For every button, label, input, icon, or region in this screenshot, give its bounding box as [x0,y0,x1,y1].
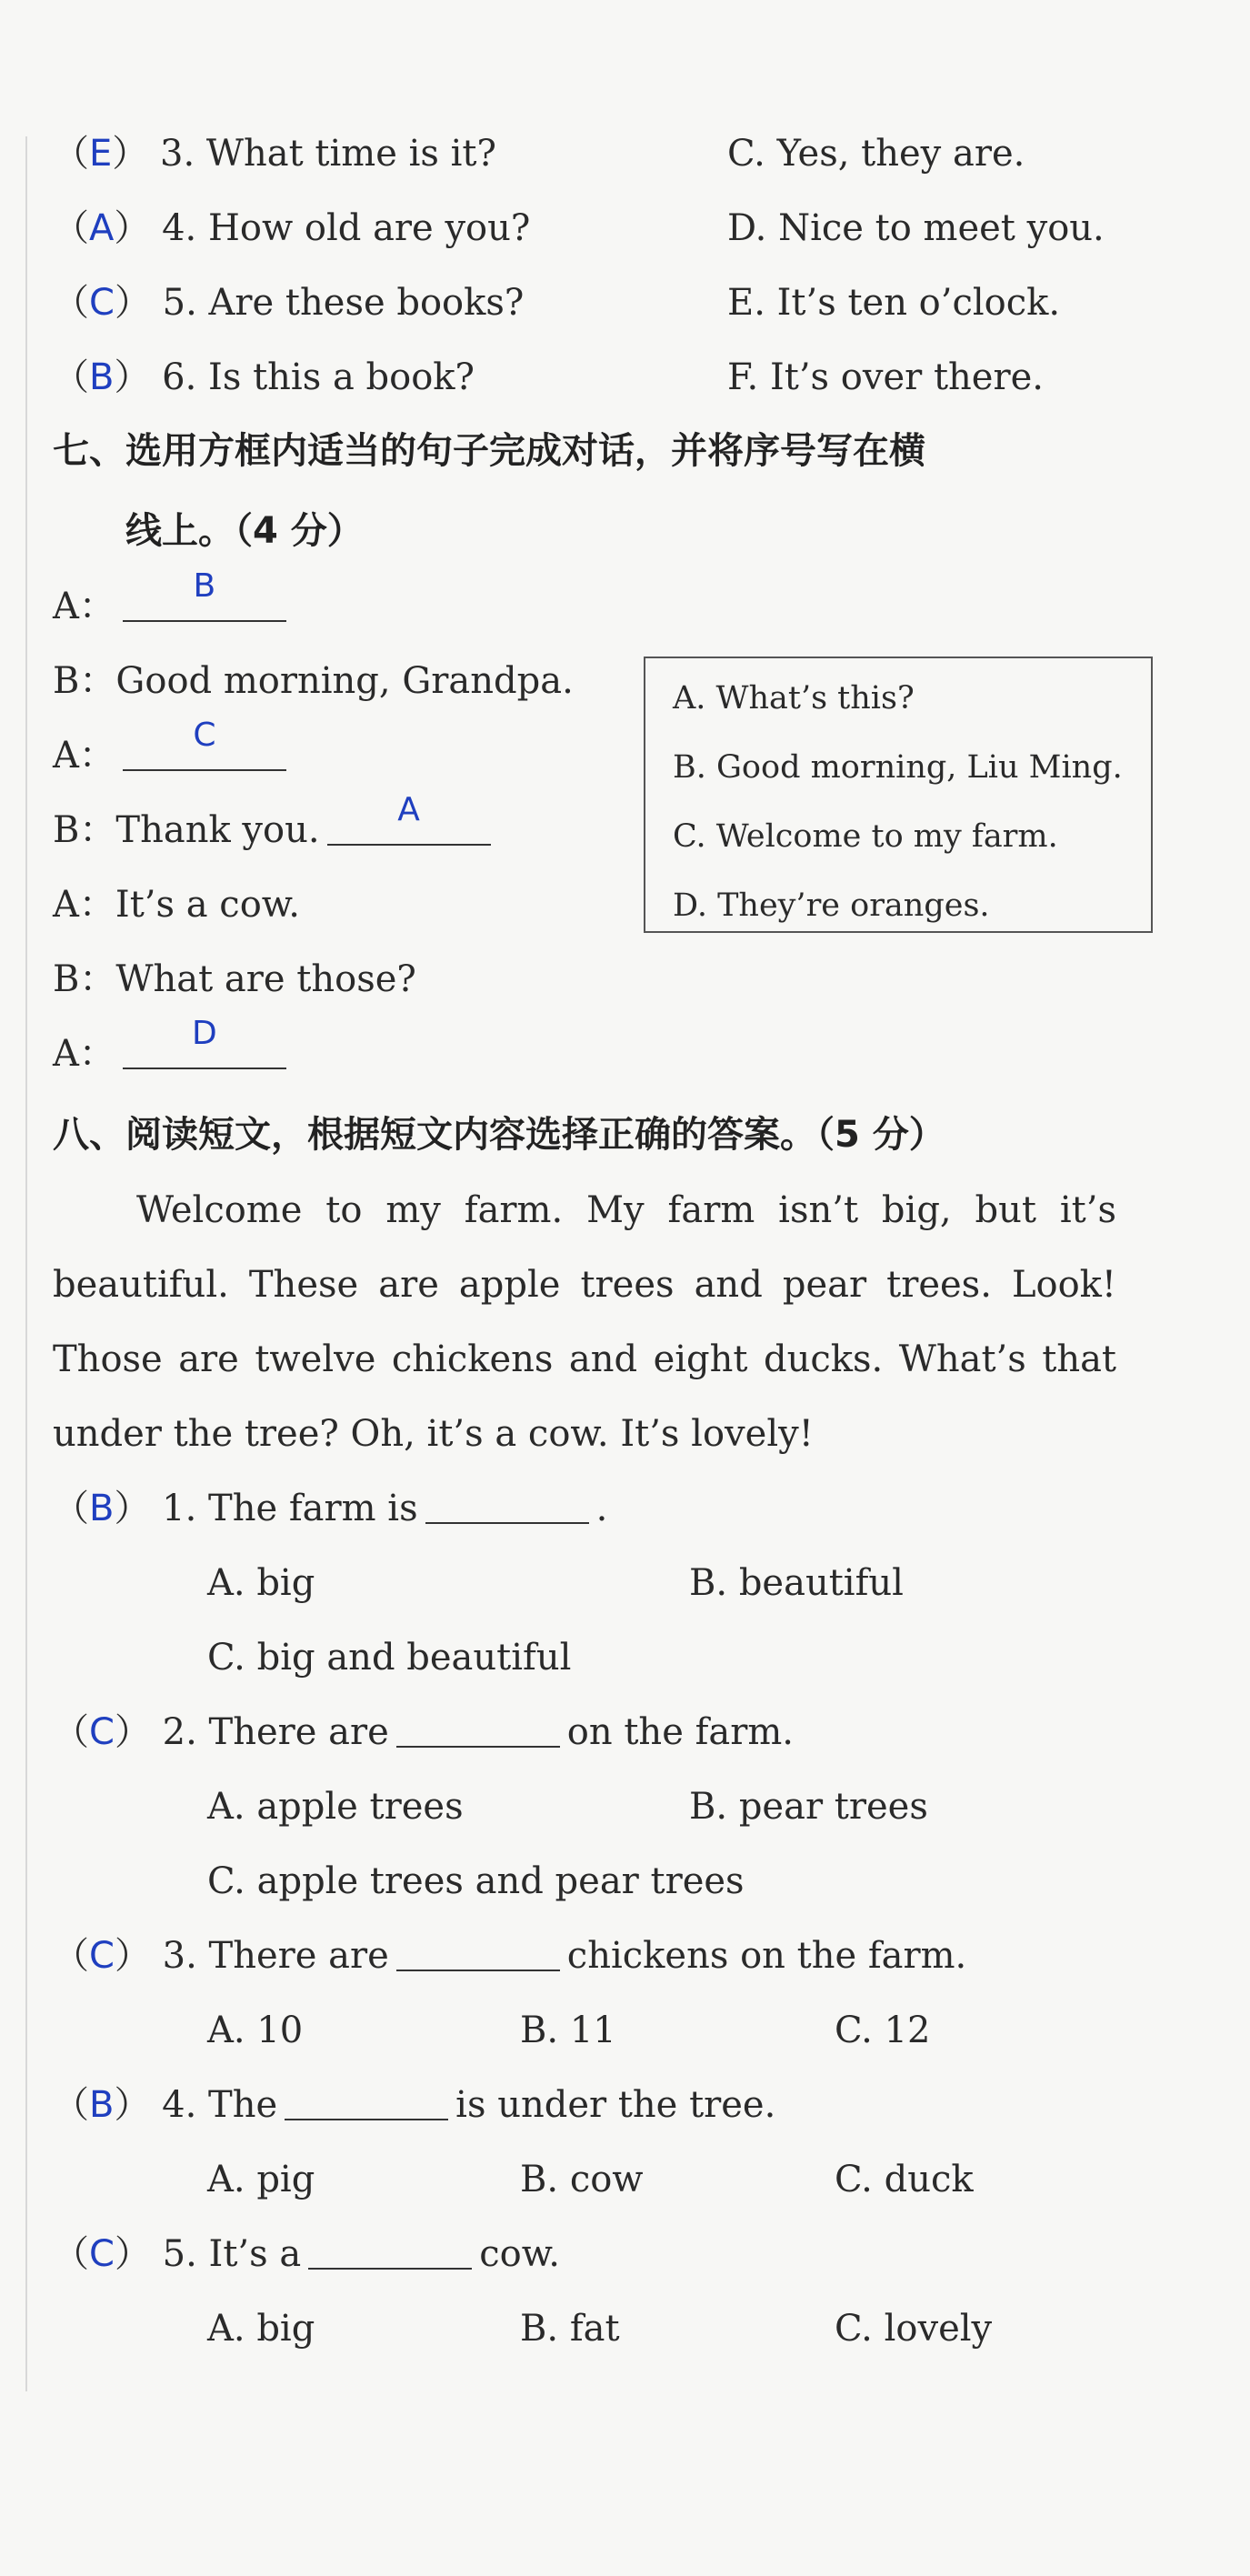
speaker: B： [53,958,116,1000]
choice-a: A. big [207,1562,315,1604]
answer-blank: D [123,1031,286,1069]
box-option: D. They’re oranges. [673,887,990,924]
choice-a: A. 10 [207,2010,304,2051]
box-option: B. Good morning, Liu Ming. [673,749,1123,786]
speaker: B： [53,660,116,702]
speaker: A： [53,586,115,627]
question-text: 3. What time is it? [160,133,496,175]
answer-mark: A [89,207,115,249]
response-text: F. It’s over there. [727,356,1044,398]
speaker: B： [53,809,116,851]
match-row: （A） 4. How old are you? [53,207,531,249]
section-8-title: 八、阅读短文，根据短文内容选择正确的答案。（5 分） [53,1114,945,1156]
margin-rule [25,136,27,2391]
answer-mark: B [89,2084,115,2126]
choice-a: A. apple trees [207,1786,464,1828]
response-text: C. Yes, they are. [727,133,1025,175]
choice-b: B. 11 [520,2010,616,2051]
question-blank [396,1709,560,1748]
section-7-title-cont: 线上。（4 分） [125,510,364,552]
dialog-line [53,955,416,1004]
question-text: 4. How old are you? [162,207,531,249]
dialog-line [53,567,294,631]
answer-mark: E [89,133,113,175]
answer-mark: C [89,1935,115,1977]
dialog-text: Thank you. [115,809,320,851]
question-2: （C） 2. There are on the farm. [53,1711,794,1753]
answer-mark: C [89,282,115,324]
response-text: D. Nice to meet you. [727,207,1105,249]
speaker: A： [53,735,115,777]
answer-mark: B [89,1488,115,1529]
answer-blank: B [123,584,286,622]
question-5: （C） 5. It’s a cow. [53,2233,560,2275]
question-blank [425,1486,589,1524]
question-text: 6. Is this a book? [162,356,475,398]
choice-c: C. lovely [835,2308,993,2350]
dialog-text: It’s a cow. [115,884,300,926]
question-blank [396,1933,560,1971]
match-row: （E） 3. What time is it? [53,133,496,175]
answer-blank: A [327,807,491,846]
choice-b: B. fat [520,2308,620,2350]
match-row: （C） 5. Are these books? [53,282,525,324]
choice-a: A. big [207,2308,315,2350]
choice-b: B. pear trees [689,1786,928,1828]
dialog-text: What are those? [115,958,416,1000]
speaker: A： [53,1033,115,1075]
choice-c: C. 12 [835,2010,931,2051]
options-box [644,657,1153,933]
choice-a: A. pig [207,2159,315,2200]
answer-mark: B [89,356,115,398]
dialog-line [53,791,498,855]
box-option: C. Welcome to my farm. [673,818,1058,855]
dialog-line [53,717,294,780]
choice-c: C. big and beautiful [207,1637,572,1679]
match-row: （B） 6. Is this a book? [53,356,475,398]
question-blank [285,2082,448,2120]
reading-passage: Welcome to my farm. My farm isn’t big, but it’s beautiful. These are apple trees and pear trees. Look! Those are twelve chickens and eight ducks. What’s that under the tree? Oh, it’s a cow. It’s lovely! [53,1189,1116,1455]
choice-b: B. cow [520,2159,644,2200]
dialog-text: Good morning, Grandpa. [115,660,574,702]
response-text: E. It’s ten o’clock. [727,282,1061,324]
dialog-line [53,880,300,929]
choice-c: C. apple trees and pear trees [207,1860,745,1902]
choice-c: C. duck [835,2159,974,2200]
question-blank [308,2231,472,2270]
box-option: A. What’s this? [673,680,915,717]
question-1: （B） 1. The farm is . [53,1488,608,1529]
answer-mark: C [89,1711,115,1753]
question-4: （B） 4. The is under the tree. [53,2084,776,2126]
dialog-line [53,657,574,706]
speaker: A： [53,884,115,926]
section-7-title: 七、选用方框内适当的句子完成对话，并将序号写在横 [53,430,925,472]
dialog-line [53,1015,294,1078]
choice-b: B. beautiful [689,1562,904,1604]
answer-blank: C [123,733,286,771]
question-text: 5. Are these books? [162,282,525,324]
answer-mark: C [89,2233,115,2275]
question-3: （C） 3. There are chickens on the farm. [53,1935,967,1977]
